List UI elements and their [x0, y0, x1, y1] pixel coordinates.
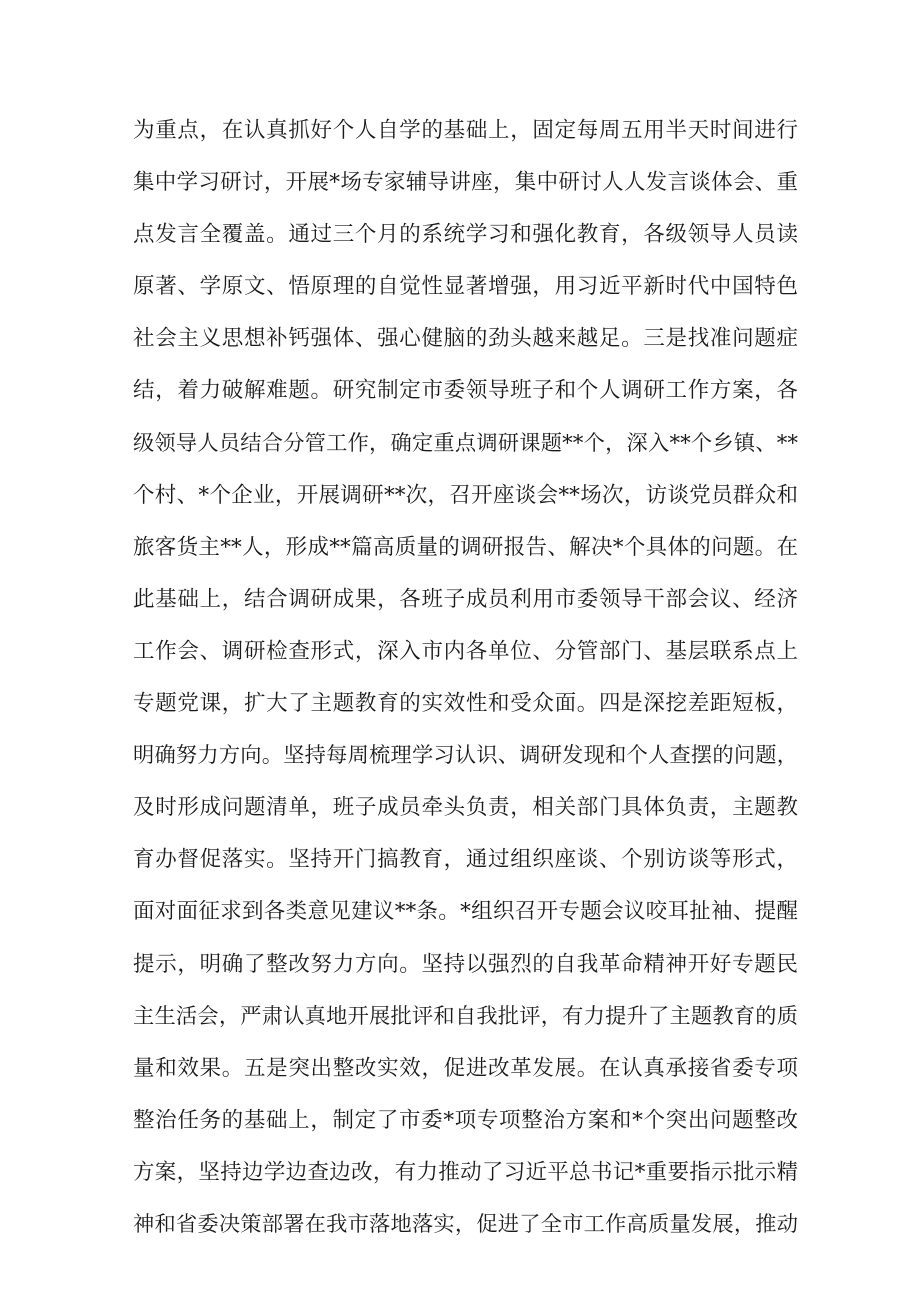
- text-line: 及时形成问题清单，班子成员牵头负责，相关部门具体负责，主题教: [133, 795, 798, 821]
- text-line: 面对面征求到各类意见建议**条。*组织召开专题会议咬耳扯袖、提醒: [133, 899, 798, 925]
- text-line: 社会主义思想补钙强体、强心健脑的劲头越来越足。三是找准问题症: [133, 326, 798, 352]
- text-line: 集中学习研讨，开展*场专家辅导讲座，集中研讨人人发言谈体会、重: [133, 170, 798, 196]
- text-line: 工作会、调研检查形式，深入市内各单位、分管部门、基层联系点上: [133, 638, 798, 664]
- text-line: 专题党课，扩大了主题教育的实效性和受众面。四是深挖差距短板，: [133, 691, 798, 717]
- text-line: 整治任务的基础上，制定了市委*项专项整治方案和*个突出问题整改: [133, 1107, 798, 1133]
- text-line: 旅客货主**人，形成**篇高质量的调研报告、解决*个具体的问题。在: [133, 534, 798, 560]
- text-line: 提示，明确了整改努力方向。坚持以强烈的自我革命精神开好专题民: [133, 951, 798, 977]
- text-line: 为重点，在认真抓好个人自学的基础上，固定每周五用半天时间进行: [133, 118, 798, 143]
- text-line: 明确努力方向。坚持每周梳理学习认识、调研发现和个人查摆的问题，: [133, 743, 798, 769]
- text-line: 级领导人员结合分管工作，确定重点调研课题**个，深入**个乡镇、**: [133, 430, 798, 456]
- text-line: 结，着力破解难题。研究制定市委领导班子和个人调研工作方案，各: [133, 378, 798, 404]
- text-line: 点发言全覆盖。通过三个月的系统学习和强化教育，各级领导人员读: [133, 222, 798, 248]
- text-line: 方案，坚持边学边查边改，有力推动了习近平总书记*重要指示批示精: [133, 1159, 798, 1185]
- text-line: 原著、学原文、悟原理的自觉性显著增强，用习近平新时代中国特色: [133, 274, 798, 300]
- text-line: 主生活会，严肃认真地开展批评和自我批评，有力提升了主题教育的质: [133, 1003, 798, 1029]
- text-line: 育办督促落实。坚持开门搞教育，通过组织座谈、个别访谈等形式，: [133, 847, 798, 873]
- text-line: 此基础上，结合调研成果，各班子成员利用市委领导干部会议、经济: [133, 586, 798, 612]
- text-line: 个村、*个企业，开展调研**次，召开座谈会**场次，访谈党员群众和: [133, 482, 798, 508]
- text-line: 神和省委决策部署在我市落地落实，促进了全市工作高质量发展，推动: [133, 1211, 798, 1237]
- document-body: [133, 111, 798, 1257]
- text-line: 量和效果。五是突出整改实效，促进改革发展。在认真承接省委专项: [133, 1055, 798, 1081]
